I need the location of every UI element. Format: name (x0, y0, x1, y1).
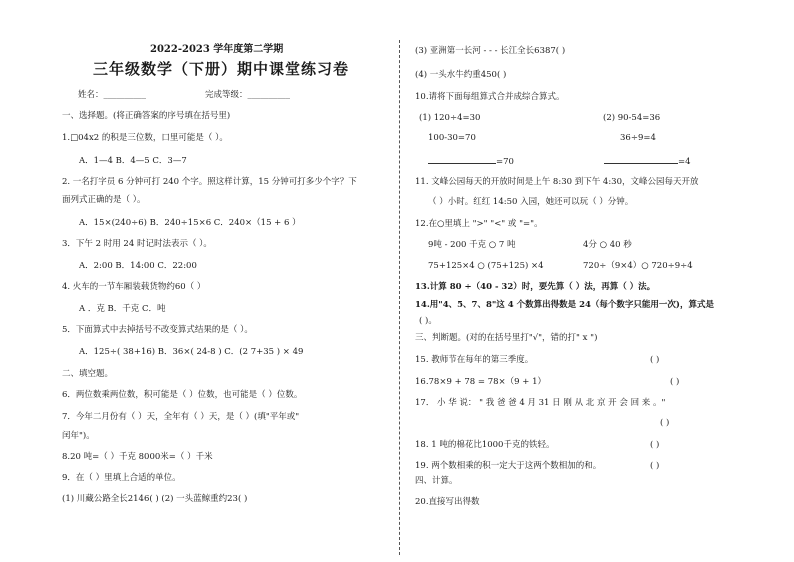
grade-label: 完成等级： (205, 90, 248, 100)
question-19: 19. 两个数相乘的积一定大于这两个数相加的和。 (415, 461, 602, 471)
q10-group1-line2: 100-30=70 (428, 133, 476, 143)
q12-item-2: 4分 ○ 40 秒 (583, 240, 632, 250)
question-17: 17． 小 华 说： " 我 爸 爸 4 月 31 日 刚 从 北 京 开 会 回 来 。" (415, 398, 666, 408)
question-18-answer[interactable]: ( ) (650, 440, 660, 450)
question-2-line2: 面列式正确的是（ ）。 (62, 195, 146, 205)
question-10: 10.请将下面每组算式合并成综合算式。 (415, 92, 565, 102)
question-6: 6．两位数乘两位数，积可能是（ ）位数，也可能是（ ）位数。 (62, 390, 303, 400)
question-19-answer[interactable]: ( ) (650, 461, 660, 471)
q10-group1-line1: (1) 120÷4=30 (419, 113, 481, 123)
section-4-heading: 四、计算。 (415, 476, 458, 486)
question-4-options: A ．克 B．千克 C．吨 (79, 304, 166, 314)
column-divider (399, 40, 400, 555)
question-8: 8.20 吨=（ ）千克 8000米=（ ）千米 (62, 452, 213, 462)
question-3: 3．下午 2 时用 24 时记时法表示（ ）。 (62, 239, 212, 249)
question-12: 12.在○里填上 ">" "<" 或 "="。 (415, 219, 543, 229)
question-9: 9．在（ ）里填上合适的单位。 (62, 473, 181, 483)
question-14-line1: 14.用"4、5、7、8"这 4 个数算出得数是 24（每个数字只能用一次)，算式是 (415, 300, 714, 310)
school-year: 2022-2023 学年度第二学期 (150, 44, 284, 55)
question-7-line1: 7．今年二月份有（ ）天，全年有（ ）天，是（ ）(填"平年或" (62, 412, 300, 422)
question-16: 16.78×9 + 78 = 78×（9 + 1） (415, 377, 547, 387)
question-15: 15. 教师节在每年的第三季度。 (415, 355, 534, 365)
name-field[interactable] (78, 90, 146, 101)
question-4: 4. 火车的一节车厢装载货物约60（ ） (62, 282, 206, 292)
question-5-options: A．125÷( 38+16) B．36×( 24-8 ) C．(2 7+35 ) × 49 (79, 347, 304, 357)
question-9-item-3: (3) 亚洲第一长河 - - - 长江全长6387( ) (415, 46, 566, 56)
q10-answer-2-blank[interactable] (604, 154, 678, 164)
exam-title: 三年级数学（下册）期中课堂练习卷 (93, 60, 350, 78)
q12-item-1: 9吨 - 200 千克 ○ 7 吨 (428, 240, 516, 250)
question-2-line1: 2. 一名打字员 6 分钟可打 240 个字。照这样计算，15 分钟可打多少个字？下 (62, 177, 357, 187)
grade-blank: __________ (247, 90, 291, 100)
question-18: 18. 1 吨的棉花比1000千克的铁轻。 (415, 440, 555, 450)
grade-field[interactable] (205, 90, 290, 101)
q10-answer-1-blank[interactable] (428, 154, 496, 164)
question-1-options: A．1—4 B．4—5 C．3—7 (79, 156, 187, 166)
name-blank: __________ (103, 90, 147, 100)
q10-answer-1[interactable] (428, 154, 514, 168)
question-14-line2: ( )。 (419, 316, 437, 326)
q10-group2-line1: (2) 90-54=36 (603, 113, 661, 123)
question-17-answer[interactable]: ( ) (660, 418, 670, 428)
q12-item-4: 720÷（9×4）○ 720÷9÷4 (583, 261, 693, 271)
question-20: 20.直接写出得数 (415, 497, 480, 507)
q10-answer-1-value: =70 (496, 157, 514, 167)
section-3-heading: 三、判断题。(对的在括号里打"√"，错的打" x ") (415, 333, 598, 343)
q10-group2-line2: 36÷9=4 (620, 133, 656, 143)
question-11-line2: （ ）小时。红红 14:50 入园，她还可以玩（ ）分钟。 (428, 197, 634, 207)
q12-item-3: 75+125×4 ○ (75+125) ×4 (428, 261, 544, 271)
section-2-heading: 二、填空题。 (62, 369, 114, 379)
question-5: 5．下面算式中去掉括号不改变算式结果的是（ ）。 (62, 325, 253, 335)
question-11-line1: 11. 文峰公园每天的开放时间是上午 8:30 到下午 4:30，文峰公园每天开放 (415, 177, 699, 187)
question-1: 1.□04x2 的积是三位数，口里可能是（ ）。 (62, 133, 228, 143)
question-13: 13.计算 80 ÷（40 - 32）时，要先算（ ）法，再算（ ）法。 (415, 282, 656, 292)
question-2-options: A．15×(240÷6) B．240÷15×6 C．240×（15 + 6 ） (79, 218, 301, 228)
q10-answer-2[interactable] (604, 154, 691, 168)
question-15-answer[interactable]: ( ) (650, 355, 660, 365)
question-16-answer[interactable]: ( ) (670, 377, 680, 387)
question-9-item-4: (4) 一头水牛约重450( ) (415, 70, 507, 80)
question-7-line2: 闰年")。 (62, 431, 95, 441)
name-label: 姓名： (78, 90, 104, 100)
question-3-options: A．2:00 B．14:00 C．22:00 (79, 261, 197, 271)
section-1-heading: 一、选择题。(将正确答案的序号填在括号里) (62, 111, 231, 121)
question-9-items: (1) 川藏公路全长2146( ) (2) 一头蓝鲸重约23( ) (62, 494, 248, 504)
q10-answer-2-value: =4 (678, 157, 691, 167)
